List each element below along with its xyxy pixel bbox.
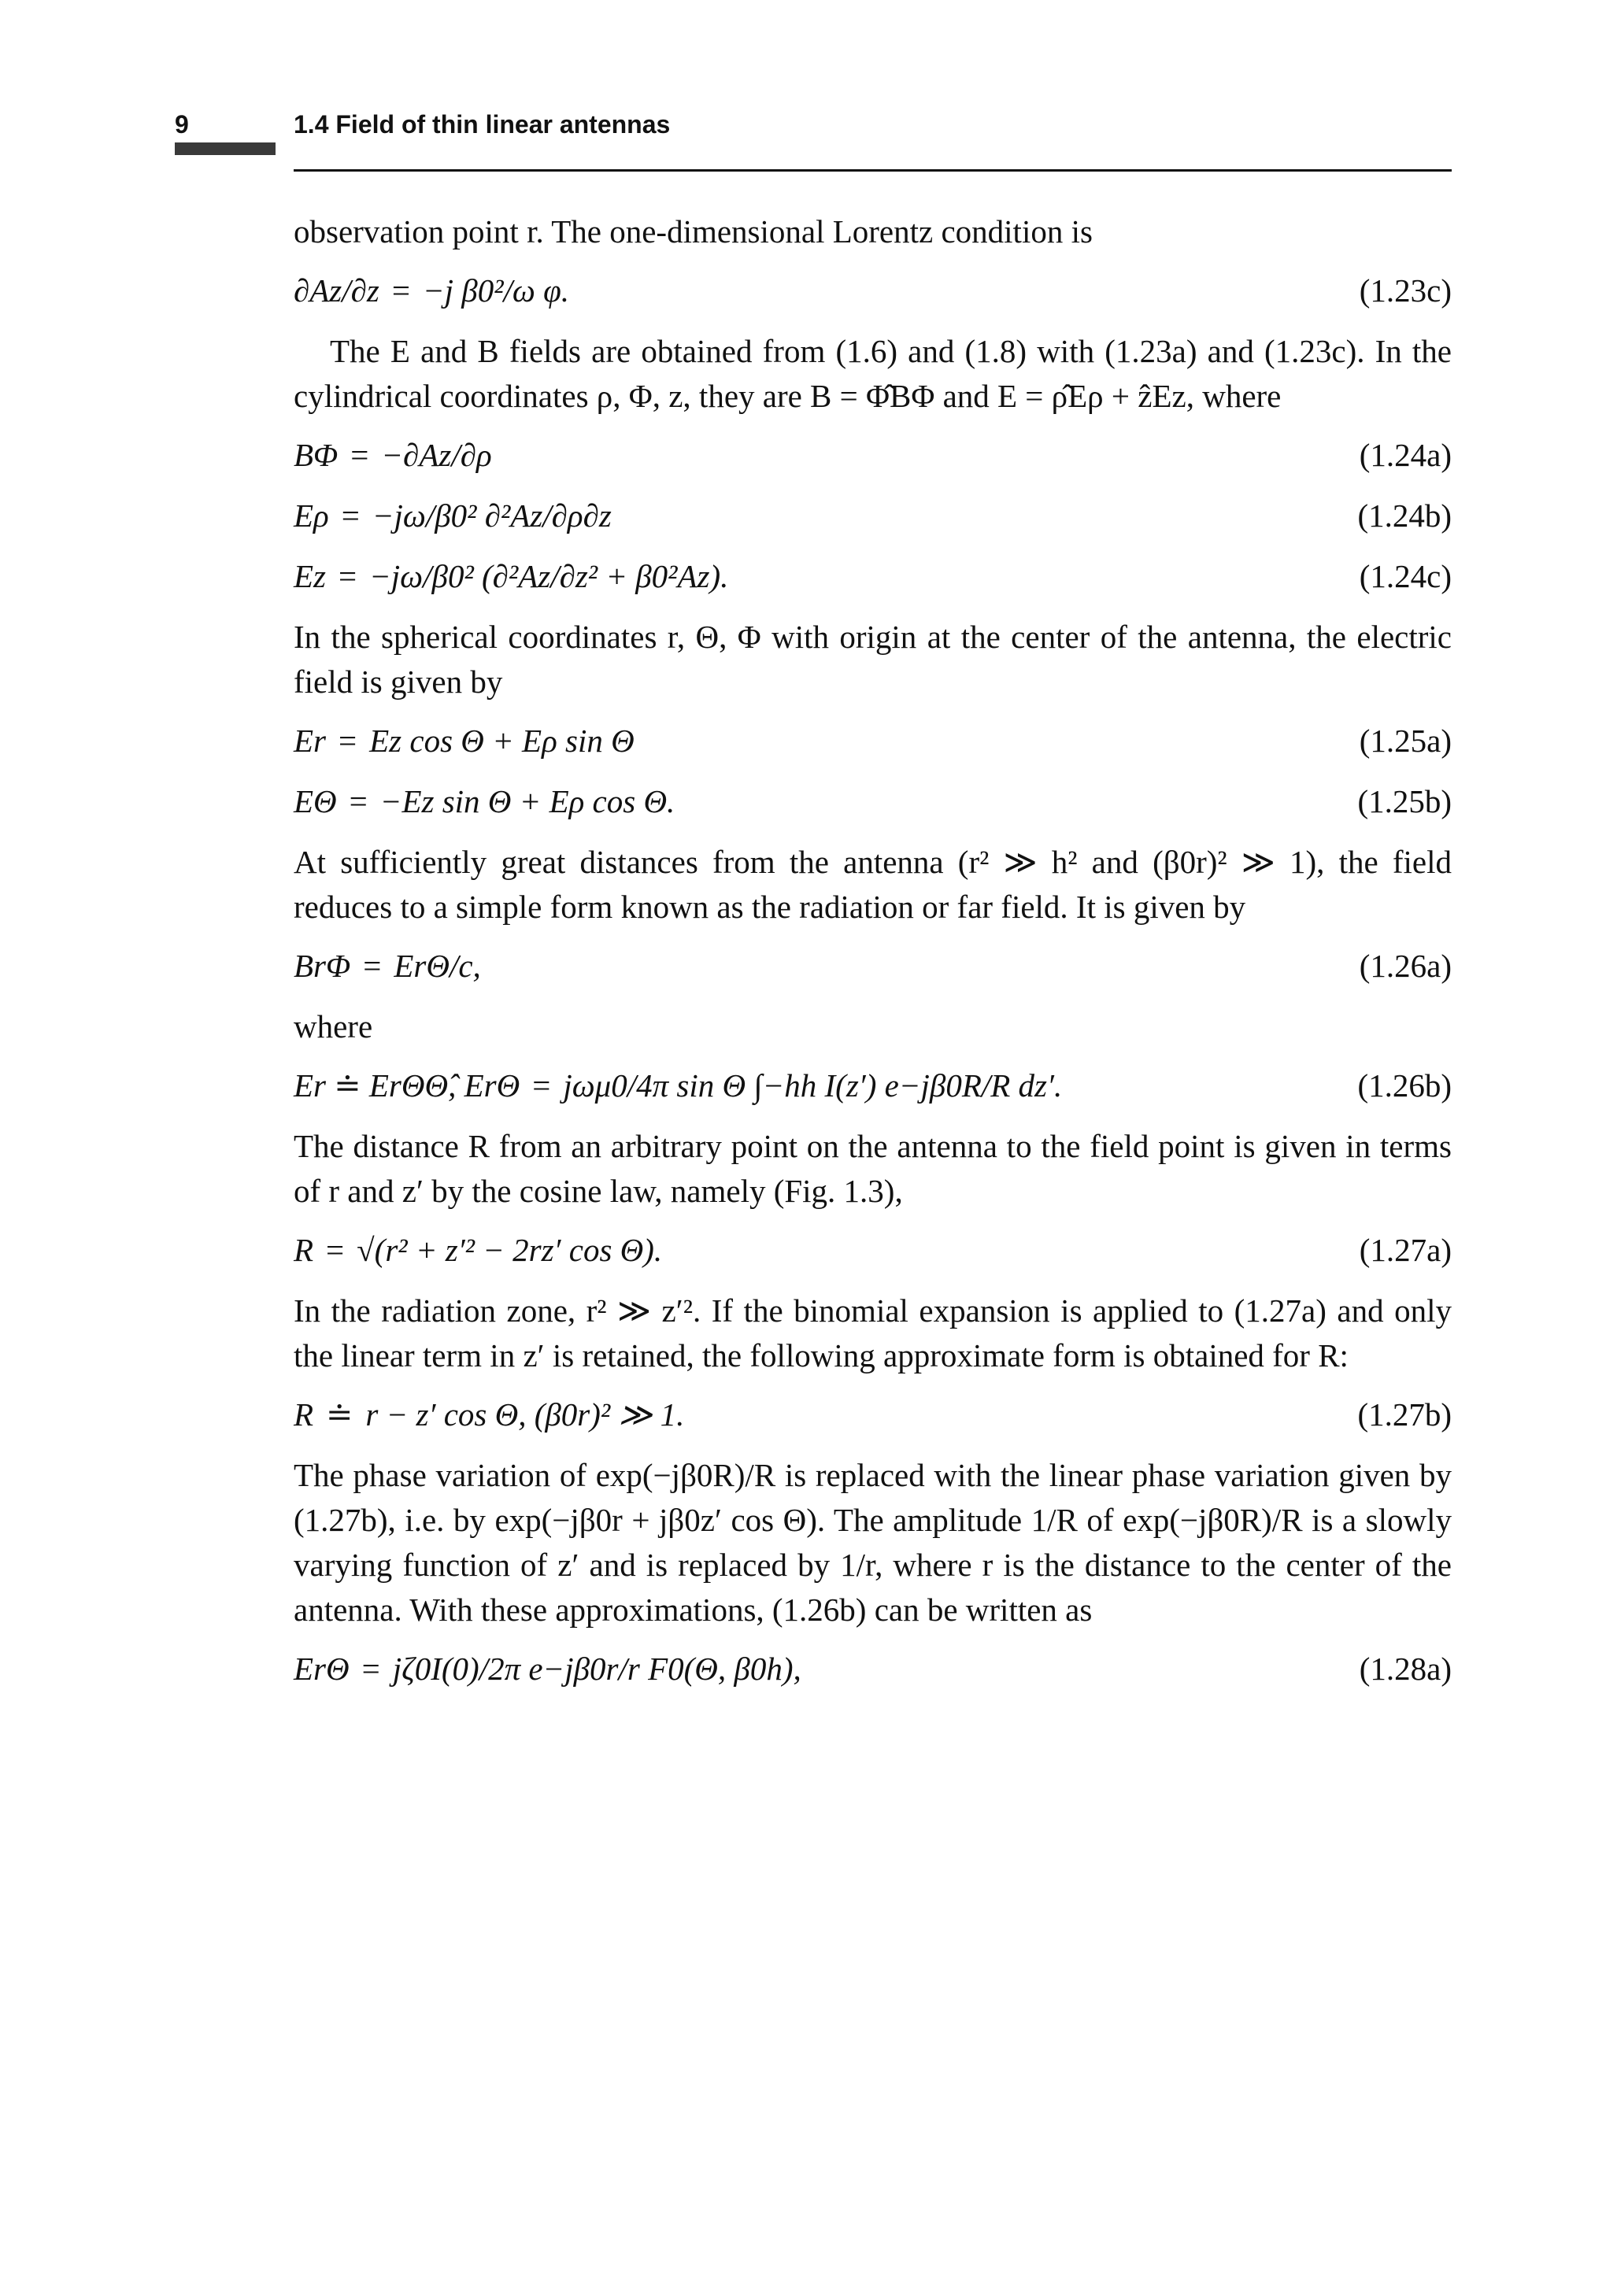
equation-rhs: √(r² + z′² − 2rz′ cos Θ).: [357, 1232, 663, 1268]
equation: [294, 554, 1452, 599]
equation-body: [294, 944, 481, 989]
equation-lhs: BrΦ: [294, 948, 351, 984]
paragraph: The distance R from an arbitrary point on the antenna to the field point is given in terms of r and z′ by the cosine law, namely (Fig. 1.3),: [294, 1128, 1452, 1209]
equation: [294, 1063, 1452, 1108]
equation-rhs: ErΘ/c,: [394, 948, 481, 984]
equation-rel: =: [339, 558, 357, 594]
equation-number: (1.27b): [1357, 1396, 1452, 1433]
equation-rel: =: [339, 723, 357, 759]
equation: [294, 779, 1452, 824]
equation: [294, 944, 1452, 989]
equation-number: (1.24a): [1359, 437, 1452, 473]
equation-number: (1.26a): [1359, 948, 1452, 984]
equation-rel: =: [361, 1651, 380, 1687]
paragraph: At sufficiently great distances from the antenna (r² ≫ h² and (β0r)² ≫ 1), the field reduces to a simple form known as the radiation or far field. It is given by: [294, 844, 1452, 925]
equation-lhs: Ez: [294, 558, 326, 594]
equation-number: (1.27a): [1359, 1232, 1452, 1268]
equation-lhs: BΦ: [294, 437, 339, 473]
equation: [294, 268, 1452, 313]
page-number-bar: [175, 142, 276, 155]
equation-number: (1.25a): [1359, 723, 1452, 759]
paragraph: In the spherical coordinates r, Θ, Φ with origin at the center of the antenna, the electric field is given by: [294, 619, 1452, 700]
equation-body: [294, 1392, 684, 1437]
header-rule: [294, 169, 1452, 172]
equation-lhs: Er: [294, 723, 326, 759]
page-body: [294, 209, 1452, 1707]
equation-rel: ≐: [326, 1396, 353, 1433]
equation-rhs: jζ0I(0)/2π e−jβ0r/r F0(Θ, β0h),: [392, 1651, 801, 1687]
equation-number: (1.25b): [1357, 783, 1452, 819]
equation-body: [294, 268, 569, 313]
equation-rel: =: [532, 1067, 551, 1104]
equation-rhs: r − z′ cos Θ, (β0r)² ≫ 1.: [365, 1396, 685, 1433]
paragraph: observation point r. The one-dimensional Lorentz condition is: [294, 213, 1093, 250]
equation-rhs: jωμ0/4π sin Θ ∫−hh I(z′) e−jβ0R/R dz′.: [563, 1067, 1063, 1104]
equation: [294, 494, 1452, 538]
equation-lhs: ∂Az/∂z: [294, 272, 379, 309]
equation-body: [294, 779, 675, 824]
equation-lhs: EΘ: [294, 783, 337, 819]
paragraph: The phase variation of exp(−jβ0R)/R is replaced with the linear phase variation given by (1.27b), i.e. by exp(−jβ0r + jβ0z′ cos Θ). The amplitude 1/R of exp(−jβ0R)/R is a slowly varying function of z′ and is replaced by 1/r, where r is the distance to the center of the antenna. With these approximations, (1.26b) can be written as: [294, 1457, 1452, 1628]
equation-rhs: −∂Az/∂ρ: [381, 437, 492, 473]
equation-rel: =: [349, 783, 368, 819]
equation-body: [294, 1647, 801, 1691]
equation-body: [294, 1063, 1062, 1108]
equation-number: (1.24b): [1357, 497, 1452, 534]
equation: [294, 1647, 1452, 1691]
paragraph: The E and B fields are obtained from (1.6) and (1.8) with (1.23a) and (1.23c). In the cylindrical coordinates ρ, Φ, z, they are B = Φ̂BΦ and E = ρ̂Eρ + ẑEz, where: [294, 333, 1452, 414]
equation-rhs: −j β0²/ω φ.: [423, 272, 570, 309]
equation-rel: =: [326, 1232, 345, 1268]
equation-rel: =: [363, 948, 382, 984]
equation-body: [294, 554, 728, 599]
equation-lhs: ErΘ: [294, 1651, 350, 1687]
equation-rhs: −jω/β0² ∂²Az/∂ρ∂z: [372, 497, 612, 534]
paragraph: where: [294, 1008, 373, 1044]
equation: [294, 719, 1452, 763]
equation-rhs: −Ez sin Θ + Eρ cos Θ.: [379, 783, 675, 819]
paragraph: In the radiation zone, r² ≫ z′². If the binomial expansion is applied to (1.27a) and only the linear term in z′ is retained, the following approximate form is obtained for R:: [294, 1292, 1452, 1374]
equation-rhs: −jω/β0² (∂²Az/∂z² + β0²Az).: [369, 558, 729, 594]
equation-lhs: Er ≐ ErΘΘ̂, ErΘ: [294, 1067, 520, 1104]
equation-body: [294, 1228, 662, 1273]
equation-body: [294, 494, 612, 538]
equation-rel: =: [350, 437, 369, 473]
equation: [294, 1228, 1452, 1273]
equation-number: (1.24c): [1359, 558, 1452, 594]
equation-rel: =: [341, 497, 360, 534]
equation-body: [294, 719, 635, 763]
equation-body: [294, 433, 492, 478]
running-head: 1.4 Field of thin linear antennas: [294, 110, 671, 139]
equation-number: (1.23c): [1359, 272, 1452, 309]
equation: [294, 1392, 1452, 1437]
equation-number: (1.26b): [1357, 1067, 1452, 1104]
equation-number: (1.28a): [1359, 1651, 1452, 1687]
equation-lhs: R: [294, 1396, 314, 1433]
equation: [294, 433, 1452, 478]
equation-lhs: R: [294, 1232, 314, 1268]
equation-rhs: Ez cos Θ + Eρ sin Θ: [369, 723, 635, 759]
page-number: 9: [175, 110, 189, 139]
equation-lhs: Eρ: [294, 497, 329, 534]
equation-rel: =: [391, 272, 410, 309]
